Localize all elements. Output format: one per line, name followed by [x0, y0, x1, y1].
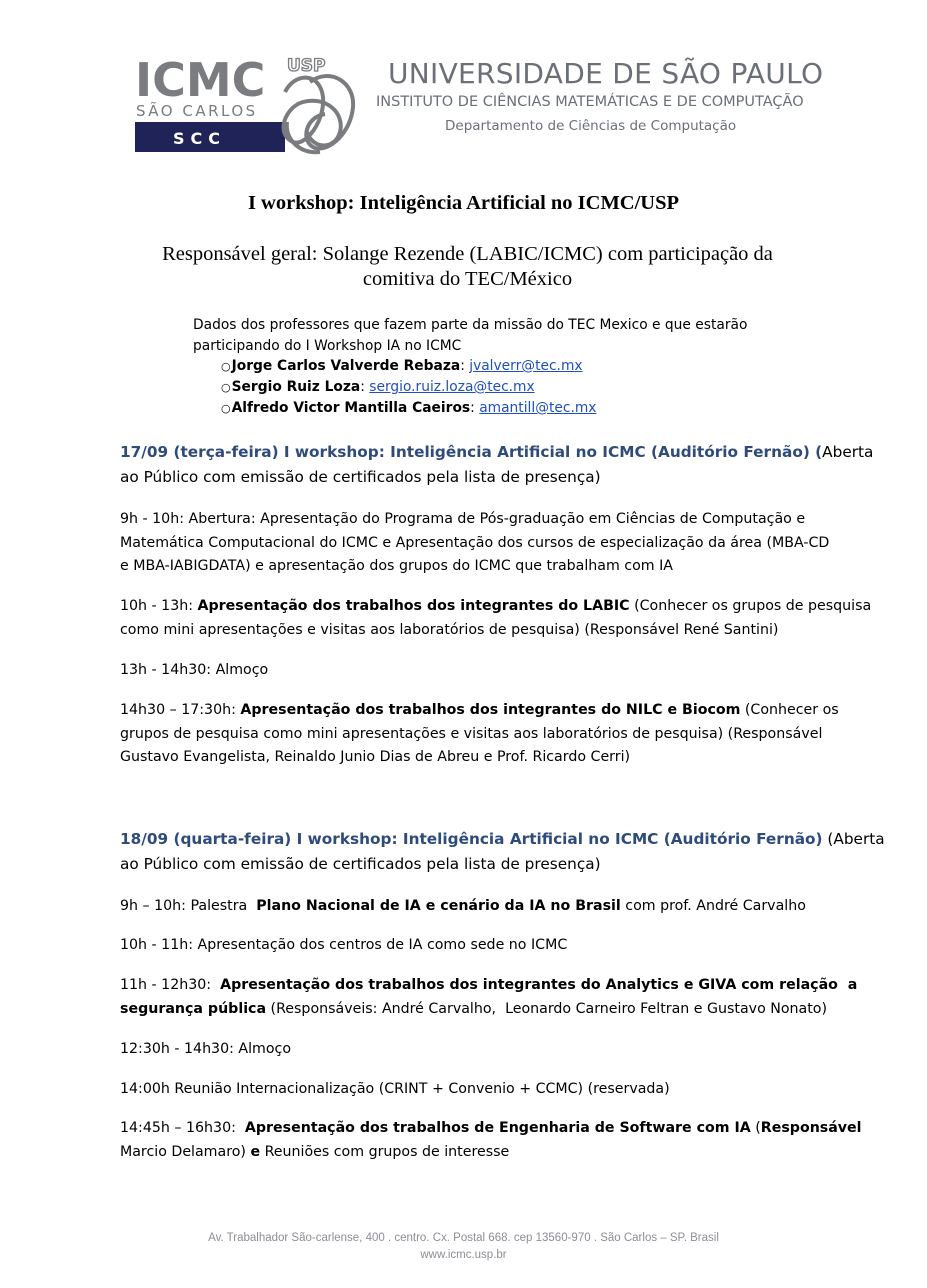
day1-heading-line-2: ao Público com emissão de certificados pela lista de presença): [120, 468, 601, 486]
session-detail: (Responsáveis: André Carvalho, Leonardo Carneiro Feltran e Gustavo Nonato): [266, 1000, 828, 1017]
session-title: Apresentação dos trabalhos de Engenharia de Software com IA: [244, 1120, 751, 1136]
session-detail: (Conhecer os: [740, 702, 839, 718]
bullet-icon: ○: [221, 402, 231, 415]
session-time: 10h - 13h:: [120, 598, 198, 614]
session-title: Plano Nacional de IA e cenário da IA no Brasil: [256, 898, 621, 914]
day2-session-lunch: 12:30h - 14h30: Almoço: [120, 1041, 292, 1057]
logo-scc-text: SCC: [173, 129, 227, 148]
bullet-icon: ○: [221, 381, 231, 394]
day2-session-analytics: [120, 974, 857, 1021]
session-time: 9h – 10h: Palestra: [120, 898, 257, 914]
footer-address: Av. Trabalhador São-carlense, 400 . centro. Cx. Postal 668. cep 13560-970 . São Carlos – SP. Brasil: [208, 1232, 719, 1244]
professor-item: ○Alfredo Victor Mantilla Caeiros: amantill@tec.mx: [221, 400, 597, 416]
responsible-line-1: Responsável geral: Solange Rezende (LABIC/ICMC) com participação da: [162, 243, 773, 265]
session-line: e MBA-IABIGDATA) e apresentação dos grupos do ICMC que trabalham com IA: [120, 558, 673, 574]
session-line: Gustavo Evangelista, Reinaldo Junio Dias de Abreu e Prof. Ricardo Cerri): [120, 749, 631, 765]
professor-email-link[interactable]: jvalverr@tec.mx: [469, 358, 583, 374]
professor-item: ○Jorge Carlos Valverde Rebaza: jvalverr@tec.mx: [221, 358, 583, 374]
day1-session-lunch: 13h - 14h30: Almoço: [120, 662, 269, 678]
session-line: Matemática Computacional do ICMC e Apresentação dos cursos de especialização da área (MBA-CD: [120, 534, 830, 551]
session-detail: Marcio Delamaro): [120, 1143, 251, 1160]
day2-session-software: [120, 1117, 862, 1164]
professors-intro: [193, 315, 747, 357]
footer-website[interactable]: www.icmc.usp.br: [420, 1249, 507, 1261]
bullet-icon: ○: [221, 360, 231, 373]
session-title: Apresentação dos trabalhos dos integrantes do LABIC: [197, 598, 630, 614]
day2-session-meeting: 14:00h Reunião Internacionalização (CRINT + Convenio + CCMC) (reservada): [120, 1081, 670, 1097]
session-line: como mini apresentações e visitas aos laboratórios de pesquisa) (Responsável René Santini): [120, 621, 779, 638]
institute-name: INSTITUTO DE CIÊNCIAS MATEMÁTICAS E DE COMPUTAÇÃO: [376, 94, 804, 110]
professor-name: Sergio Ruiz Loza: [231, 379, 361, 395]
university-name: UNIVERSIDADE DE SÃO PAULO: [388, 57, 824, 90]
day1-heading: [120, 440, 873, 490]
session-line: 9h - 10h: Abertura: Apresentação do Programa de Pós-graduação em Ciências de Computação e: [120, 511, 806, 527]
usp-knot-emblem: [284, 76, 354, 152]
session-title: Apresentação dos trabalhos dos integrantes do NILC e Biocom: [240, 702, 741, 718]
day2-heading-line-2: ao Público com emissão de certificados pela lista de presença): [120, 855, 601, 873]
session-time: 14:45h – 16h30:: [120, 1120, 245, 1136]
session-time: 14h30 – 17:30h:: [120, 702, 241, 718]
session-detail: (Conhecer os grupos de pesquisa: [629, 598, 872, 614]
intro-line-2: participando do I Workshop IA no ICMC: [193, 338, 462, 354]
day2-session-centers: 10h - 11h: Apresentação dos centros de IA como sede no ICMC: [120, 937, 568, 953]
day2-heading-title: 18/09 (quarta-feira) I workshop: Inteligência Artificial no ICMC (Auditório Fernão): [120, 830, 823, 848]
day2-heading-rest: (Aberta: [822, 830, 885, 848]
session-title: Apresentação dos trabalhos dos integrantes do Analytics e GIVA com relação a: [220, 977, 858, 993]
day1-heading-rest: Aberta: [822, 443, 874, 461]
session-detail: com prof. André Carvalho: [620, 898, 806, 914]
logo-icmc-text: ICMC: [135, 53, 266, 107]
responsible-line-2: comitiva do TEC/México: [362, 268, 573, 290]
professor-item: ○Sergio Ruiz Loza: sergio.ruiz.loza@tec.mx: [221, 379, 535, 395]
session-detail: Reuniões com grupos de interesse: [260, 1143, 510, 1160]
department-name: Departamento de Ciências de Computação: [445, 118, 737, 134]
session-time: 11h - 12h30:: [120, 977, 221, 993]
intro-line-1: Dados dos professores que fazem parte da missão do TEC Mexico e que estarão: [193, 317, 748, 333]
general-responsible: [100, 242, 835, 292]
workshop-title: I workshop: Inteligência Artificial no ICMC/USP: [247, 192, 680, 214]
logo-city-text: SÃO CARLOS: [136, 102, 258, 120]
day1-session-labic: [120, 595, 871, 642]
session-title: Responsável: [760, 1120, 862, 1136]
day1-session-opening: [120, 508, 829, 579]
professor-email-link[interactable]: sergio.ruiz.loza@tec.mx: [369, 379, 535, 395]
session-title: segurança pública: [120, 1000, 267, 1017]
day2-heading: [120, 827, 885, 877]
logo-usp-text: USP: [287, 56, 326, 76]
day2-session-keynote: [120, 895, 806, 919]
session-detail: (: [750, 1120, 761, 1136]
session-detail: e: [250, 1143, 261, 1160]
day1-session-nilc: [120, 699, 839, 770]
icmc-usp-logo: [135, 52, 360, 156]
day1-heading-title: 17/09 (terça-feira) I workshop: Inteligência Artificial no ICMC (Auditório Fernão) (: [120, 443, 823, 461]
professor-email-link[interactable]: amantill@tec.mx: [479, 400, 597, 416]
professor-name: Alfredo Victor Mantilla Caeiros: [231, 400, 471, 416]
session-line: grupos de pesquisa como mini apresentações e visitas aos laboratórios de pesquisa) (Responsável: [120, 725, 823, 742]
professor-name: Jorge Carlos Valverde Rebaza: [231, 358, 461, 374]
